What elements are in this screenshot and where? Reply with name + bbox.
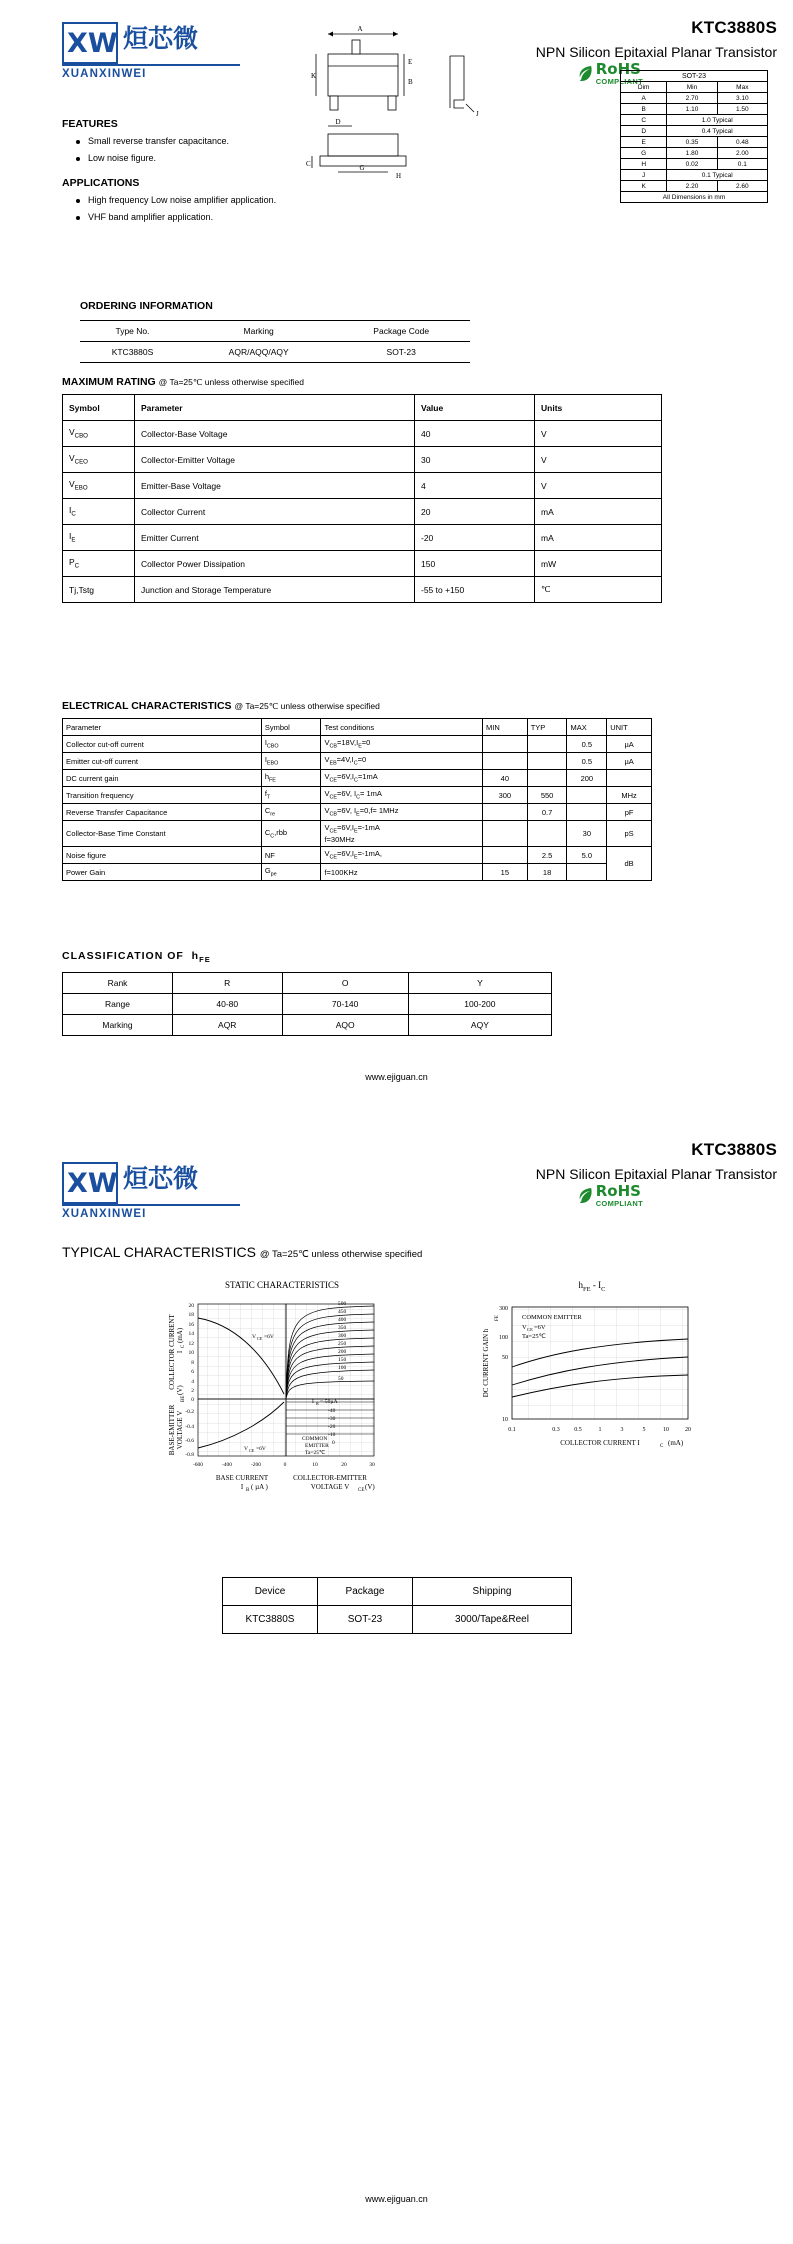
svg-text:400: 400 [338, 1317, 347, 1323]
hfe-ic-chart [462, 1280, 722, 1496]
svg-text:20: 20 [188, 1303, 194, 1309]
svg-text:-20: -20 [328, 1424, 336, 1430]
ordering-information [62, 300, 482, 363]
logo-mark-icon [62, 22, 118, 64]
svg-text:=6V: =6V [534, 1323, 546, 1331]
classification-section [62, 950, 582, 1036]
svg-text:12: 12 [188, 1341, 194, 1347]
company-name-en: XUANXINWEI [62, 1204, 240, 1220]
svg-text:CE: CE [527, 1326, 533, 1332]
part-number: KTC3880S [691, 18, 777, 37]
table-row: $V_{CEO}$ Collector-Emitter Voltage 30 V [63, 447, 662, 473]
table-row: G 1.80 2.00 [621, 148, 768, 159]
sot23-outline-drawing [300, 26, 620, 206]
col-header-max: Max [717, 82, 767, 93]
svg-text:=6V: =6V [264, 1334, 274, 1340]
svg-text:COLLECTOR CURRENT: COLLECTOR CURRENT [168, 1314, 176, 1390]
symbol-cell: $P_C$ [63, 551, 135, 577]
svg-text:10: 10 [312, 1462, 318, 1468]
table-row: Collector-Base Time Constant $C_C,rbb$ $V_{CE}=6V,I_E=-1mA$ f=30MHz 30 pS [63, 821, 652, 847]
table-row: KTC3880S AQR/AQQ/AQY SOT-23 [80, 342, 470, 363]
logo-mark-text: XW [67, 28, 118, 59]
svg-text:0: 0 [332, 1440, 335, 1446]
svg-text:-10: -10 [328, 1432, 336, 1438]
table-row: $P_C$ Collector Power Dissipation 150 mW [63, 551, 662, 577]
list-item: Small reverse transfer capacitance. [76, 136, 372, 146]
svg-text:100: 100 [338, 1365, 347, 1371]
electrical-title [62, 700, 652, 712]
svg-text:(mA): (mA) [176, 1327, 184, 1343]
svg-text:G: G [359, 164, 365, 172]
typical-characteristics-condition: @ Ta=25℃ unless otherwise specified [259, 1249, 423, 1260]
svg-text:8: 8 [191, 1360, 194, 1366]
table-row: Reverse Transfer Capacitance $C_{re}$ $V_{CB}=6V$, $I_E=0,f= 1MHz$ 0.7 pF [63, 804, 652, 821]
company-name-en: XUANXINWEI [62, 64, 240, 80]
part-subtitle: NPN Silicon Epitaxial Planar Transistor [535, 1166, 777, 1182]
static-characteristics-plot [152, 1290, 412, 1520]
svg-text:500: 500 [338, 1301, 347, 1307]
svg-text:J: J [476, 110, 479, 118]
table-row: Tj,Tstg Junction and Storage Temperature -55 to +150 ℃ [63, 577, 662, 603]
table-row: A 2.70 3.10 [621, 93, 768, 104]
maximum-rating-section [62, 376, 662, 603]
svg-text:(V): (V) [365, 1483, 375, 1491]
chart-title-static: STATIC CHARACTERISTICS [224, 1280, 340, 1290]
svg-text:50: 50 [502, 1354, 508, 1361]
svg-text:COLLECTOR CURRENT I: COLLECTOR CURRENT I [560, 1438, 640, 1447]
svg-text:250: 250 [338, 1341, 347, 1347]
svg-text:150: 150 [338, 1357, 347, 1363]
part-subtitle: NPN Silicon Epitaxial Planar Transistor [535, 44, 777, 60]
col-header-unit: UNIT [607, 719, 652, 736]
svg-text:14: 14 [188, 1331, 194, 1337]
list-item: VHF band amplifier application. [76, 212, 372, 222]
svg-text:16: 16 [188, 1322, 194, 1328]
logo-mark-text: XW [67, 1168, 118, 1199]
svg-text:B: B [408, 78, 413, 86]
svg-text:=-50µA: =-50µA [320, 1399, 338, 1405]
col-header-rank: Rank [63, 973, 173, 994]
col-header-value: Value [415, 395, 535, 421]
chart-title-hfe: $h_{FE} - I_C$ [578, 1280, 606, 1293]
svg-text:0: 0 [283, 1462, 287, 1468]
table-row [223, 1578, 572, 1606]
svg-text:-0.4: -0.4 [185, 1424, 194, 1430]
col-header-package: Package [318, 1578, 413, 1606]
company-logo-page2 [62, 1162, 242, 1220]
svg-text:CE: CE [358, 1488, 365, 1493]
svg-text:V: V [252, 1334, 256, 1340]
col-header-device: Device [223, 1578, 318, 1606]
svg-text:B: B [246, 1488, 250, 1493]
svg-text:-0.2: -0.2 [185, 1409, 194, 1415]
typical-characteristics-title [62, 1244, 422, 1260]
col-header-package-code: Package Code [332, 321, 470, 342]
svg-text:I: I [240, 1483, 244, 1491]
rohs-compliant-label: COMPLIANT [595, 1199, 643, 1208]
col-header-shipping: Shipping [413, 1578, 572, 1606]
col-header-parameter: Parameter [135, 395, 415, 421]
svg-text:0.1: 0.1 [508, 1426, 516, 1433]
svg-text:5: 5 [642, 1426, 646, 1433]
footer-url-page1: www.ejiguan.cn [365, 1072, 428, 1082]
table-row: Power Gain $G_{pe}$ f=100KHz 15 18 [63, 864, 652, 881]
col-header-o: O [282, 973, 408, 994]
svg-text:450: 450 [338, 1309, 347, 1315]
classification-symbol: $h_{FE}$ [187, 950, 211, 965]
classification-table [62, 972, 552, 1036]
table-row: Marking AQR AQO AQY [63, 1015, 552, 1036]
package-drawing [300, 26, 620, 206]
table-row: K 2.20 2.60 [621, 181, 768, 192]
svg-text:=6V: =6V [256, 1446, 266, 1452]
company-name-cn: 烜芯微 [123, 24, 199, 53]
svg-text:DC CURRENT GAIN h: DC CURRENT GAIN h [482, 1328, 490, 1398]
classification-title [62, 950, 582, 964]
leaf-icon [578, 1187, 593, 1204]
svg-text:300: 300 [338, 1333, 347, 1339]
svg-text:-40: -40 [328, 1408, 336, 1414]
svg-text:-0.6: -0.6 [185, 1438, 194, 1444]
table-row: Noise figure NF $V_{CE}=6V,I_E=-1mA$, 2.5 5.0 dB [63, 847, 652, 864]
electrical-table [62, 718, 652, 881]
table-row: $V_{CBO}$ Collector-Base Voltage 40 V [63, 421, 662, 447]
table-row: Collector cut-off current $I_{CBO}$ $V_{CB}=18V,I_E=0$ 0.5 µA [63, 736, 652, 753]
rohs-compliant-label: COMPLIANT [595, 77, 643, 86]
electrical-characteristics-section [62, 700, 652, 881]
svg-text:I: I [312, 1399, 314, 1405]
svg-text:4: 4 [191, 1379, 194, 1385]
symbol-cell: $V_{CEO}$ [63, 447, 135, 473]
svg-text:-30: -30 [328, 1416, 336, 1422]
svg-text:10: 10 [663, 1426, 669, 1433]
col-header-min: MIN [482, 719, 527, 736]
table-row [621, 192, 768, 203]
logo-mark-icon [62, 1162, 118, 1204]
svg-text:3: 3 [620, 1426, 624, 1433]
svg-text:6: 6 [191, 1369, 194, 1375]
svg-text:V: V [522, 1323, 527, 1331]
maximum-rating-label: MAXIMUM RATING [62, 376, 156, 388]
table-row: J 0.1 Typical [621, 170, 768, 181]
svg-text:-200: -200 [250, 1462, 262, 1468]
svg-text:C: C [306, 160, 311, 168]
table-row: Transition frequency $f_T$ $V_{CE}=6V$, $I_C= 1mA$ 300 550 MHz [63, 787, 652, 804]
features-title: FEATURES [62, 118, 118, 130]
svg-text:E: E [408, 58, 413, 66]
dimension-table [620, 70, 768, 203]
svg-text:-600: -600 [192, 1462, 204, 1468]
document-title-page2 [536, 1140, 777, 1182]
symbol-cell: $V_{CBO}$ [63, 421, 135, 447]
list-item: Low noise figure. [76, 153, 372, 163]
svg-text:COMMON: COMMON [302, 1436, 328, 1442]
company-name-cn: 烜芯微 [123, 1164, 199, 1193]
table-row: DC current gain $h_{FE}$ $V_{CE}=6V,I_C=1mA$ 40 200 [63, 770, 652, 787]
svg-text:100: 100 [499, 1334, 508, 1341]
svg-text:C: C [660, 1443, 664, 1449]
hfe-ic-plot [462, 1293, 722, 1493]
table-row: KTC3880S SOT-23 3000/Tape&Reel [223, 1606, 572, 1634]
dim-table-title: SOT-23 [621, 71, 768, 82]
table-row: B 1.10 1.50 [621, 104, 768, 115]
svg-text:V: V [244, 1446, 248, 1452]
col-header-y: Y [408, 973, 551, 994]
electrical-condition: @ Ta=25℃ unless otherwise specified [234, 701, 380, 711]
rohs-badge-page2 [578, 1184, 643, 1208]
col-header-symbol: Symbol [63, 395, 135, 421]
table-row: $I_E$ Emitter Current -20 mA [63, 525, 662, 551]
svg-text:-0.8: -0.8 [185, 1452, 194, 1458]
svg-text:Ta=25℃: Ta=25℃ [522, 1332, 546, 1340]
symbol-cell: $I_C$ [63, 499, 135, 525]
applications-title: APPLICATIONS [62, 177, 140, 189]
col-header-typ: TYP [527, 719, 567, 736]
svg-text:BASE-EMITTER: BASE-EMITTER [168, 1404, 176, 1456]
table-row: H 0.02 0.1 [621, 159, 768, 170]
table-row: D 0.4 Typical [621, 126, 768, 137]
symbol-cell: $I_E$ [63, 525, 135, 551]
svg-text:VOLTAGE V: VOLTAGE V [310, 1483, 350, 1491]
col-header-r: R [173, 973, 283, 994]
col-header-symbol: Symbol [261, 719, 321, 736]
svg-text:I: I [176, 1350, 184, 1354]
col-header-units: Units [535, 395, 662, 421]
maximum-rating-condition: @ Ta=25℃ unless otherwise specified [158, 377, 304, 387]
col-header-test-conditions: Test conditions [321, 719, 483, 736]
maximum-rating-table [62, 394, 662, 603]
page2-header [0, 1122, 793, 1222]
maximum-rating-title [62, 376, 662, 388]
svg-text:Ta=25℃: Ta=25℃ [305, 1450, 326, 1456]
svg-text:200: 200 [338, 1349, 347, 1355]
col-header-dim: Dim [621, 82, 667, 93]
ordering-table [80, 320, 470, 363]
svg-text:20: 20 [341, 1462, 347, 1468]
svg-text:10: 10 [188, 1350, 194, 1356]
dim-table-note: All Dimensions in mm [621, 192, 768, 203]
table-row: $V_{EBO}$ Emitter-Base Voltage 4 V [63, 473, 662, 499]
svg-text:20: 20 [685, 1426, 691, 1433]
svg-text:10: 10 [502, 1416, 508, 1423]
svg-text:EMITTER: EMITTER [305, 1443, 329, 1449]
svg-text:0.3: 0.3 [552, 1426, 560, 1433]
shipping-table [222, 1577, 572, 1634]
symbol-cell: $V_{EBO}$ [63, 473, 135, 499]
page-2 [0, 1122, 793, 2244]
svg-text:300: 300 [499, 1305, 508, 1312]
svg-text:CE: CE [249, 1448, 255, 1453]
svg-text:D: D [335, 118, 341, 126]
svg-text:-400: -400 [221, 1462, 233, 1468]
svg-text:0: 0 [191, 1397, 194, 1403]
svg-text:50: 50 [338, 1376, 344, 1382]
col-header-max: MAX [567, 719, 607, 736]
static-characteristics-chart [152, 1280, 412, 1523]
charts-area [62, 1280, 742, 1530]
svg-text:B: B [316, 1401, 319, 1406]
svg-text:2: 2 [191, 1388, 194, 1394]
svg-text:(V): (V) [176, 1385, 184, 1395]
svg-text:FE: FE [495, 1314, 500, 1321]
electrical-label: ELECTRICAL CHARACTERISTICS [62, 700, 232, 712]
svg-text:30: 30 [369, 1462, 375, 1468]
svg-text:350: 350 [338, 1325, 347, 1331]
svg-text:( µA ): ( µA ) [251, 1483, 268, 1491]
svg-text:(mA): (mA) [668, 1438, 684, 1447]
table-row: $I_C$ Collector Current 20 mA [63, 499, 662, 525]
footer-url-page2: www.ejiguan.cn [365, 2194, 428, 2204]
col-header-marking: Marking [185, 321, 332, 342]
part-number: KTC3880S [691, 1140, 777, 1159]
col-header-parameter: Parameter [63, 719, 262, 736]
svg-text:COMMON EMITTER: COMMON EMITTER [522, 1313, 582, 1321]
rohs-label: RoHS [595, 60, 641, 78]
svg-text:1: 1 [598, 1426, 602, 1433]
svg-text:18: 18 [188, 1312, 194, 1318]
svg-text:C: C [181, 1344, 186, 1348]
svg-text:0.5: 0.5 [574, 1426, 582, 1433]
table-row: C 1.0 Typical [621, 115, 768, 126]
svg-text:K: K [311, 72, 317, 80]
svg-text:H: H [396, 172, 402, 180]
svg-text:COLLECTOR-EMITTER: COLLECTOR-EMITTER [293, 1474, 367, 1482]
svg-text:VOLTAGE V: VOLTAGE V [176, 1410, 184, 1450]
svg-text:A: A [357, 26, 363, 33]
svg-text:BASE CURRENT: BASE CURRENT [215, 1474, 269, 1482]
svg-text:BE: BE [181, 1395, 186, 1402]
table-row: Range 40-80 70-140 100-200 [63, 994, 552, 1015]
rohs-label: RoHS [595, 1182, 641, 1200]
symbol-cell: Tj,Tstg [63, 577, 135, 603]
classification-label: CLASSIFICATION OF [62, 950, 184, 962]
ordering-title: ORDERING INFORMATION [80, 300, 213, 312]
col-header-min: Min [667, 82, 717, 93]
col-header-type-no: Type No. [80, 321, 185, 342]
company-logo [62, 22, 242, 80]
typical-characteristics-label: TYPICAL CHARACTERISTICS [62, 1244, 256, 1260]
list-item: High frequency Low noise amplifier application. [76, 195, 372, 205]
svg-text:CE: CE [257, 1336, 263, 1341]
table-row: Emitter cut-off current $I_{EBO}$ $V_{EB}=4V,I_C=0$ 0.5 µA [63, 753, 652, 770]
table-row: E 0.35 0.48 [621, 137, 768, 148]
